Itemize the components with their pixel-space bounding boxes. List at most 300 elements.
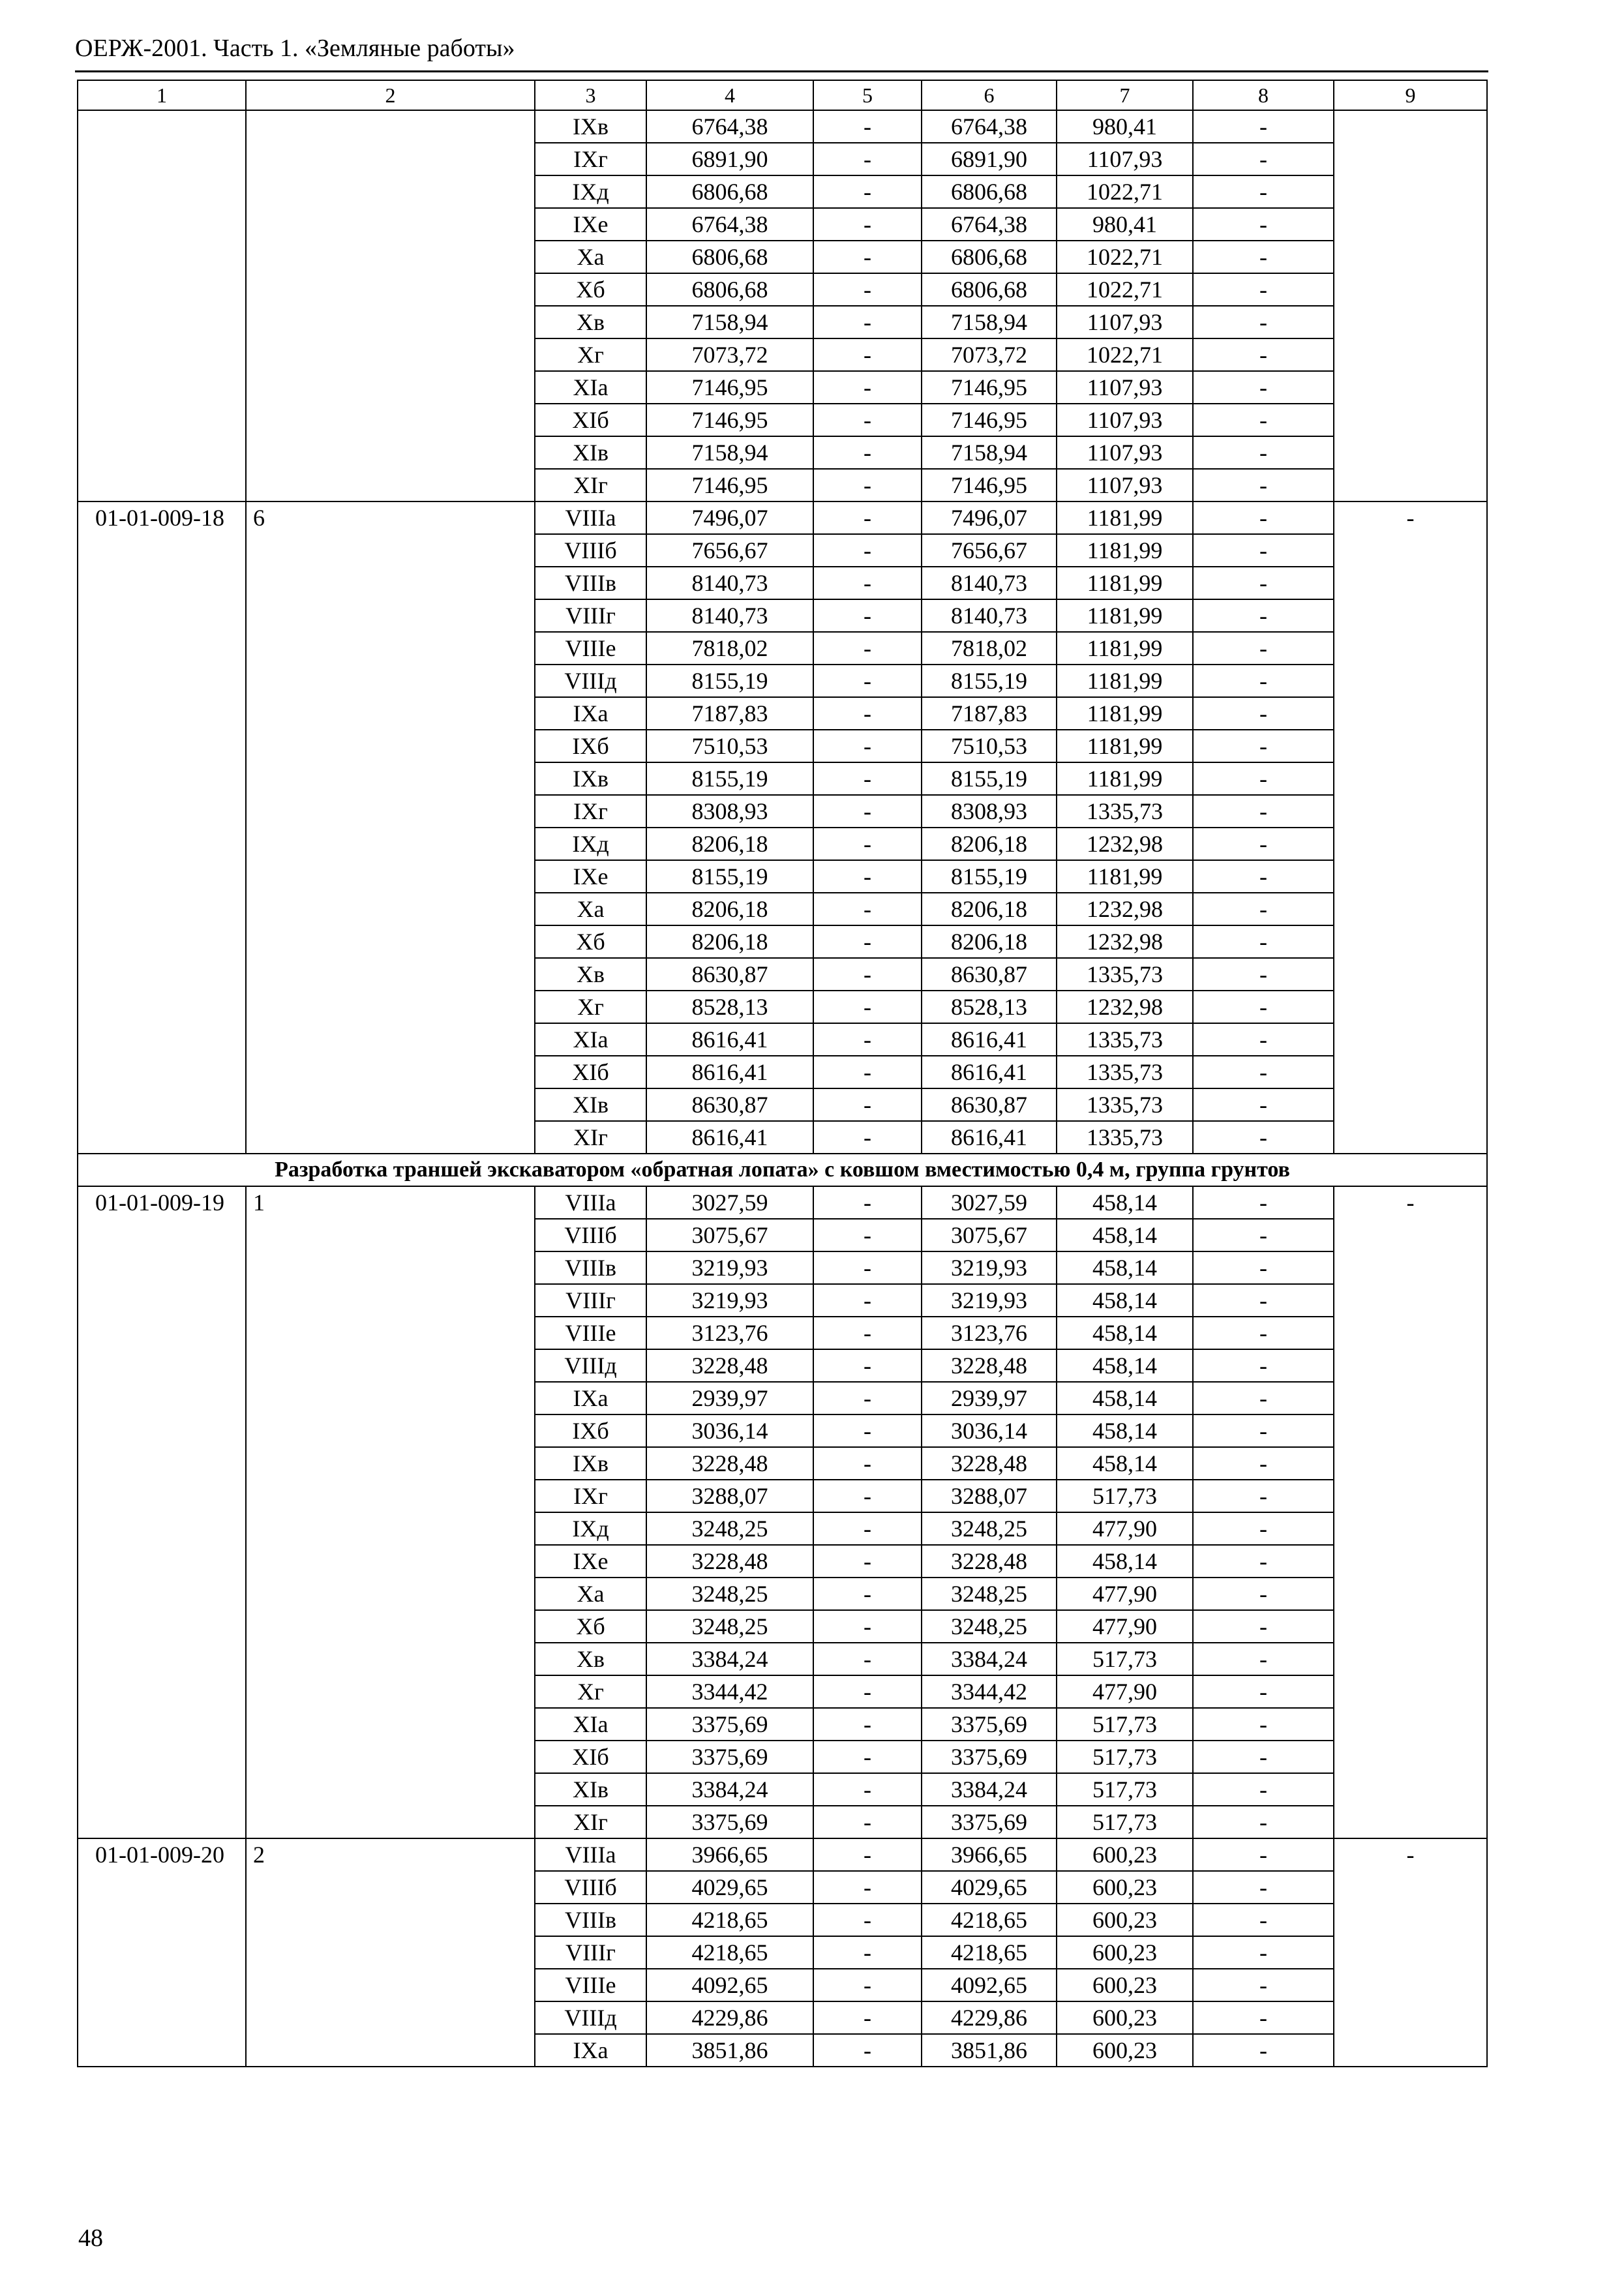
col3-cell: IXд	[535, 1512, 646, 1545]
col4-cell: 7158,94	[646, 306, 813, 338]
col5-cell: -	[813, 338, 922, 371]
col8-cell: -	[1193, 1871, 1334, 1904]
col4-cell: 8206,18	[646, 925, 813, 958]
col8-cell: -	[1193, 697, 1334, 730]
col5-cell: -	[813, 1251, 922, 1284]
col4-cell: 3375,69	[646, 1806, 813, 1838]
col6-cell: 3248,25	[922, 1578, 1057, 1610]
table-row	[78, 501, 1487, 534]
col6-cell: 4218,65	[922, 1936, 1057, 1969]
col7-cell: 980,41	[1057, 110, 1193, 143]
col7-cell: 477,90	[1057, 1675, 1193, 1708]
col7-cell: 458,14	[1057, 1414, 1193, 1447]
col3-cell: VIIIв	[535, 567, 646, 599]
col3-cell: Xб	[535, 273, 646, 306]
col7-cell: 600,23	[1057, 2034, 1193, 2067]
col7-cell: 458,14	[1057, 1349, 1193, 1382]
col5-cell: -	[813, 273, 922, 306]
col6-cell: 6764,38	[922, 110, 1057, 143]
col3-cell: IXа	[535, 697, 646, 730]
col3-cell: VIIIа	[535, 501, 646, 534]
col6-cell: 3228,48	[922, 1349, 1057, 1382]
col3-cell: XIб	[535, 1741, 646, 1773]
col5-cell: -	[813, 567, 922, 599]
col7-cell: 1107,93	[1057, 404, 1193, 436]
col7-cell: 517,73	[1057, 1741, 1193, 1773]
col5-cell: -	[813, 991, 922, 1023]
col3-cell: XIб	[535, 404, 646, 436]
col3-cell: VIIIб	[535, 534, 646, 567]
col8-cell: -	[1193, 860, 1334, 893]
col7-cell: 600,23	[1057, 1838, 1193, 1871]
column-header: 2	[246, 80, 535, 110]
col5-cell: -	[813, 1023, 922, 1056]
col4-cell: 3344,42	[646, 1675, 813, 1708]
col8-cell: -	[1193, 1186, 1334, 1219]
col3-cell: XIв	[535, 436, 646, 469]
col4-cell: 3123,76	[646, 1317, 813, 1349]
col7-cell: 517,73	[1057, 1773, 1193, 1806]
col5-cell: -	[813, 1317, 922, 1349]
col6-cell: 8140,73	[922, 567, 1057, 599]
col8-cell: -	[1193, 1414, 1334, 1447]
col5-cell: -	[813, 241, 922, 273]
col4-cell: 7158,94	[646, 436, 813, 469]
header-rule	[75, 70, 1488, 72]
col3-cell: VIIIв	[535, 1904, 646, 1936]
col8-cell: -	[1193, 1349, 1334, 1382]
col4-cell: 3036,14	[646, 1414, 813, 1447]
col8-cell: -	[1193, 175, 1334, 208]
col8-cell: -	[1193, 991, 1334, 1023]
col7-cell: 1181,99	[1057, 501, 1193, 534]
col4-cell: 3375,69	[646, 1741, 813, 1773]
col5-cell: -	[813, 1871, 922, 1904]
col2-cell	[246, 110, 535, 501]
col6-cell: 3375,69	[922, 1708, 1057, 1741]
col6-cell: 3228,48	[922, 1447, 1057, 1480]
col7-cell: 477,90	[1057, 1610, 1193, 1643]
col8-cell: -	[1193, 599, 1334, 632]
col2-cell: 6	[246, 501, 535, 1154]
col4-cell: 8155,19	[646, 860, 813, 893]
col4-cell: 3075,67	[646, 1219, 813, 1251]
col4-cell: 3248,25	[646, 1610, 813, 1643]
col8-cell: -	[1193, 1610, 1334, 1643]
col7-cell: 458,14	[1057, 1251, 1193, 1284]
col3-cell: Xа	[535, 1578, 646, 1610]
rate-code-cell: 01-01-009-18	[78, 501, 246, 1154]
col3-cell: Xв	[535, 958, 646, 991]
col6-cell: 3219,93	[922, 1251, 1057, 1284]
col2-cell: 2	[246, 1838, 535, 2067]
col7-cell: 600,23	[1057, 1969, 1193, 2001]
col5-cell: -	[813, 762, 922, 795]
col8-cell: -	[1193, 1708, 1334, 1741]
col4-cell: 4229,86	[646, 2001, 813, 2034]
col5-cell: -	[813, 665, 922, 697]
col8-cell: -	[1193, 273, 1334, 306]
col8-cell: -	[1193, 1578, 1334, 1610]
col7-cell: 1335,73	[1057, 1088, 1193, 1121]
col4-cell: 3288,07	[646, 1480, 813, 1512]
col5-cell: -	[813, 1447, 922, 1480]
column-header: 6	[922, 80, 1057, 110]
col4-cell: 3219,93	[646, 1284, 813, 1317]
col6-cell: 3851,86	[922, 2034, 1057, 2067]
col4-cell: 6764,38	[646, 208, 813, 241]
col3-cell: IXг	[535, 1480, 646, 1512]
col5-cell: -	[813, 1349, 922, 1382]
col3-cell: XIа	[535, 1023, 646, 1056]
col6-cell: 4229,86	[922, 2001, 1057, 2034]
col3-cell: IXд	[535, 828, 646, 860]
col8-cell: -	[1193, 567, 1334, 599]
col3-cell: VIIIд	[535, 665, 646, 697]
col6-cell: 7073,72	[922, 338, 1057, 371]
col5-cell: -	[813, 958, 922, 991]
col4-cell: 3228,48	[646, 1349, 813, 1382]
col8-cell: -	[1193, 1088, 1334, 1121]
col6-cell: 7146,95	[922, 469, 1057, 501]
col7-cell: 517,73	[1057, 1480, 1193, 1512]
col4-cell: 7496,07	[646, 501, 813, 534]
col5-cell: -	[813, 795, 922, 828]
col5-cell: -	[813, 1512, 922, 1545]
col5-cell: -	[813, 1741, 922, 1773]
col7-cell: 458,14	[1057, 1284, 1193, 1317]
col6-cell: 7158,94	[922, 306, 1057, 338]
col7-cell: 1232,98	[1057, 828, 1193, 860]
col3-cell: IXв	[535, 762, 646, 795]
col8-cell: -	[1193, 1121, 1334, 1154]
col8-cell: -	[1193, 1643, 1334, 1675]
col7-cell: 1022,71	[1057, 241, 1193, 273]
col8-cell: -	[1193, 1904, 1334, 1936]
col5-cell: -	[813, 436, 922, 469]
col8-cell: -	[1193, 2001, 1334, 2034]
col3-cell: VIIIв	[535, 1251, 646, 1284]
col7-cell: 517,73	[1057, 1708, 1193, 1741]
col3-cell: IXа	[535, 1382, 646, 1414]
page-title: ОЕРЖ-2001. Часть 1. «Земляные работы»	[75, 35, 515, 62]
col8-cell: -	[1193, 338, 1334, 371]
col7-cell: 600,23	[1057, 1904, 1193, 1936]
col8-cell: -	[1193, 371, 1334, 404]
col4-cell: 7073,72	[646, 338, 813, 371]
col7-cell: 1181,99	[1057, 632, 1193, 665]
col3-cell: IXв	[535, 1447, 646, 1480]
col4-cell: 6764,38	[646, 110, 813, 143]
col8-cell: -	[1193, 1773, 1334, 1806]
col3-cell: VIIIа	[535, 1186, 646, 1219]
col6-cell: 3075,67	[922, 1219, 1057, 1251]
col5-cell: -	[813, 404, 922, 436]
col6-cell: 6806,68	[922, 241, 1057, 273]
col7-cell: 1107,93	[1057, 469, 1193, 501]
col5-cell: -	[813, 697, 922, 730]
col7-cell: 1022,71	[1057, 273, 1193, 306]
column-header: 8	[1193, 80, 1334, 110]
col3-cell: IXб	[535, 1414, 646, 1447]
col5-cell: -	[813, 1838, 922, 1871]
col6-cell: 3248,25	[922, 1610, 1057, 1643]
col6-cell: 3344,42	[922, 1675, 1057, 1708]
col8-cell: -	[1193, 501, 1334, 534]
col8-cell: -	[1193, 1936, 1334, 1969]
col6-cell: 6891,90	[922, 143, 1057, 175]
col5-cell: -	[813, 632, 922, 665]
col3-cell: IXе	[535, 208, 646, 241]
col7-cell: 1107,93	[1057, 306, 1193, 338]
col4-cell: 8528,13	[646, 991, 813, 1023]
col5-cell: -	[813, 1610, 922, 1643]
col7-cell: 477,90	[1057, 1512, 1193, 1545]
col7-cell: 458,14	[1057, 1382, 1193, 1414]
col5-cell: -	[813, 110, 922, 143]
section-heading-row	[78, 1154, 1487, 1186]
col6-cell: 8155,19	[922, 762, 1057, 795]
col5-cell: -	[813, 208, 922, 241]
col4-cell: 3228,48	[646, 1545, 813, 1578]
col7-cell: 1335,73	[1057, 958, 1193, 991]
col8-cell: -	[1193, 2034, 1334, 2067]
col7-cell: 1232,98	[1057, 893, 1193, 925]
col8-cell: -	[1193, 925, 1334, 958]
col5-cell: -	[813, 1480, 922, 1512]
col2-cell: 1	[246, 1186, 535, 1838]
col4-cell: 3228,48	[646, 1447, 813, 1480]
col6-cell: 3288,07	[922, 1480, 1057, 1512]
col7-cell: 1022,71	[1057, 338, 1193, 371]
col4-cell: 3248,25	[646, 1578, 813, 1610]
col4-cell: 7146,95	[646, 469, 813, 501]
col6-cell: 7496,07	[922, 501, 1057, 534]
col5-cell: -	[813, 1675, 922, 1708]
col6-cell: 8630,87	[922, 1088, 1057, 1121]
col4-cell: 7818,02	[646, 632, 813, 665]
table-row	[78, 1186, 1487, 1219]
col4-cell: 3384,24	[646, 1643, 813, 1675]
col3-cell: VIIIг	[535, 1936, 646, 1969]
col6-cell: 8155,19	[922, 665, 1057, 697]
col3-cell: VIIIд	[535, 1349, 646, 1382]
col6-cell: 7158,94	[922, 436, 1057, 469]
col7-cell: 1335,73	[1057, 795, 1193, 828]
col7-cell: 600,23	[1057, 2001, 1193, 2034]
col8-cell: -	[1193, 1838, 1334, 1871]
col6-cell: 6806,68	[922, 175, 1057, 208]
col5-cell: -	[813, 2034, 922, 2067]
col8-cell: -	[1193, 110, 1334, 143]
col3-cell: VIIIд	[535, 2001, 646, 2034]
col3-cell: XIг	[535, 469, 646, 501]
col3-cell: IXг	[535, 143, 646, 175]
col7-cell: 1107,93	[1057, 436, 1193, 469]
col4-cell: 8630,87	[646, 958, 813, 991]
col3-cell: Xб	[535, 1610, 646, 1643]
col3-cell: Xв	[535, 1643, 646, 1675]
col3-cell: XIа	[535, 1708, 646, 1741]
col6-cell: 8140,73	[922, 599, 1057, 632]
col4-cell: 8206,18	[646, 893, 813, 925]
col8-cell: -	[1193, 1806, 1334, 1838]
col8-cell: -	[1193, 306, 1334, 338]
col3-cell: IXг	[535, 795, 646, 828]
col4-cell: 3219,93	[646, 1251, 813, 1284]
col3-cell: IXв	[535, 110, 646, 143]
col3-cell: IXб	[535, 730, 646, 762]
col7-cell: 458,14	[1057, 1545, 1193, 1578]
col3-cell: IXа	[535, 2034, 646, 2067]
col7-cell: 1335,73	[1057, 1023, 1193, 1056]
col5-cell: -	[813, 1414, 922, 1447]
col3-cell: XIа	[535, 371, 646, 404]
col8-cell: -	[1193, 1480, 1334, 1512]
col7-cell: 1232,98	[1057, 991, 1193, 1023]
col6-cell: 8206,18	[922, 828, 1057, 860]
col8-cell: -	[1193, 469, 1334, 501]
col8-cell: -	[1193, 534, 1334, 567]
col6-cell: 3384,24	[922, 1773, 1057, 1806]
col7-cell: 1232,98	[1057, 925, 1193, 958]
col8-cell: -	[1193, 404, 1334, 436]
col7-cell: 1181,99	[1057, 665, 1193, 697]
col5-cell: -	[813, 534, 922, 567]
col8-cell: -	[1193, 632, 1334, 665]
col8-cell: -	[1193, 1023, 1334, 1056]
col5-cell: -	[813, 1773, 922, 1806]
col6-cell: 8630,87	[922, 958, 1057, 991]
col5-cell: -	[813, 1382, 922, 1414]
col6-cell: 3228,48	[922, 1545, 1057, 1578]
col4-cell: 6806,68	[646, 175, 813, 208]
col3-cell: Xб	[535, 925, 646, 958]
col4-cell: 8308,93	[646, 795, 813, 828]
col9-cell: -	[1334, 1838, 1487, 2067]
col7-cell: 1335,73	[1057, 1121, 1193, 1154]
column-header: 4	[646, 80, 813, 110]
col7-cell: 517,73	[1057, 1806, 1193, 1838]
col8-cell: -	[1193, 1675, 1334, 1708]
col6-cell: 7818,02	[922, 632, 1057, 665]
col3-cell: Xг	[535, 991, 646, 1023]
col6-cell: 8616,41	[922, 1023, 1057, 1056]
col7-cell: 477,90	[1057, 1578, 1193, 1610]
col7-cell: 1181,99	[1057, 697, 1193, 730]
col4-cell: 3375,69	[646, 1708, 813, 1741]
section-heading: Разработка траншей экскаватором «обратная лопата» с ковшом вместимостью 0,4 м, группа грунтов	[78, 1154, 1487, 1186]
col6-cell: 8206,18	[922, 893, 1057, 925]
col6-cell: 4029,65	[922, 1871, 1057, 1904]
col5-cell: -	[813, 1969, 922, 2001]
col5-cell: -	[813, 175, 922, 208]
col6-cell: 8206,18	[922, 925, 1057, 958]
col7-cell: 980,41	[1057, 208, 1193, 241]
col3-cell: XIб	[535, 1056, 646, 1088]
col3-cell: VIIIб	[535, 1219, 646, 1251]
col3-cell: VIIIе	[535, 1969, 646, 2001]
col8-cell: -	[1193, 893, 1334, 925]
col5-cell: -	[813, 860, 922, 893]
col9-cell: -	[1334, 501, 1487, 1154]
col3-cell: IXе	[535, 860, 646, 893]
col5-cell: -	[813, 1578, 922, 1610]
col7-cell: 458,14	[1057, 1219, 1193, 1251]
col4-cell: 7510,53	[646, 730, 813, 762]
column-header: 9	[1334, 80, 1487, 110]
col7-cell: 458,14	[1057, 1186, 1193, 1219]
col4-cell: 8616,41	[646, 1056, 813, 1088]
rates-table	[77, 80, 1488, 2067]
col6-cell: 3123,76	[922, 1317, 1057, 1349]
col8-cell: -	[1193, 1251, 1334, 1284]
column-header: 5	[813, 80, 922, 110]
col3-cell: VIIIг	[535, 599, 646, 632]
col8-cell: -	[1193, 1741, 1334, 1773]
col4-cell: 3027,59	[646, 1186, 813, 1219]
col4-cell: 8140,73	[646, 567, 813, 599]
col6-cell: 8616,41	[922, 1056, 1057, 1088]
col6-cell: 7656,67	[922, 534, 1057, 567]
col7-cell: 1181,99	[1057, 534, 1193, 567]
col6-cell: 8308,93	[922, 795, 1057, 828]
col8-cell: -	[1193, 1512, 1334, 1545]
col8-cell: -	[1193, 143, 1334, 175]
col4-cell: 6806,68	[646, 241, 813, 273]
col8-cell: -	[1193, 795, 1334, 828]
col6-cell: 7510,53	[922, 730, 1057, 762]
col4-cell: 7187,83	[646, 697, 813, 730]
col3-cell: VIIIе	[535, 632, 646, 665]
col6-cell: 4218,65	[922, 1904, 1057, 1936]
col7-cell: 1181,99	[1057, 730, 1193, 762]
col6-cell: 3375,69	[922, 1806, 1057, 1838]
col8-cell: -	[1193, 208, 1334, 241]
col7-cell: 600,23	[1057, 1936, 1193, 1969]
col4-cell: 8140,73	[646, 599, 813, 632]
col3-cell: Xв	[535, 306, 646, 338]
col3-cell: IXд	[535, 175, 646, 208]
col6-cell: 3036,14	[922, 1414, 1057, 1447]
col4-cell: 8616,41	[646, 1023, 813, 1056]
col5-cell: -	[813, 1708, 922, 1741]
col6-cell: 3248,25	[922, 1512, 1057, 1545]
col5-cell: -	[813, 306, 922, 338]
col6-cell: 8155,19	[922, 860, 1057, 893]
rate-code-cell	[78, 110, 246, 501]
col7-cell: 1335,73	[1057, 1056, 1193, 1088]
col3-cell: XIв	[535, 1773, 646, 1806]
col7-cell: 1022,71	[1057, 175, 1193, 208]
col8-cell: -	[1193, 665, 1334, 697]
col6-cell: 3966,65	[922, 1838, 1057, 1871]
col3-cell: XIв	[535, 1088, 646, 1121]
col4-cell: 3851,86	[646, 2034, 813, 2067]
col5-cell: -	[813, 925, 922, 958]
col4-cell: 2939,97	[646, 1382, 813, 1414]
col4-cell: 8155,19	[646, 762, 813, 795]
col4-cell: 4092,65	[646, 1969, 813, 2001]
col8-cell: -	[1193, 1219, 1334, 1251]
col5-cell: -	[813, 1219, 922, 1251]
col8-cell: -	[1193, 730, 1334, 762]
col4-cell: 8616,41	[646, 1121, 813, 1154]
col4-cell: 3966,65	[646, 1838, 813, 1871]
col5-cell: -	[813, 143, 922, 175]
col8-cell: -	[1193, 762, 1334, 795]
col7-cell: 600,23	[1057, 1871, 1193, 1904]
